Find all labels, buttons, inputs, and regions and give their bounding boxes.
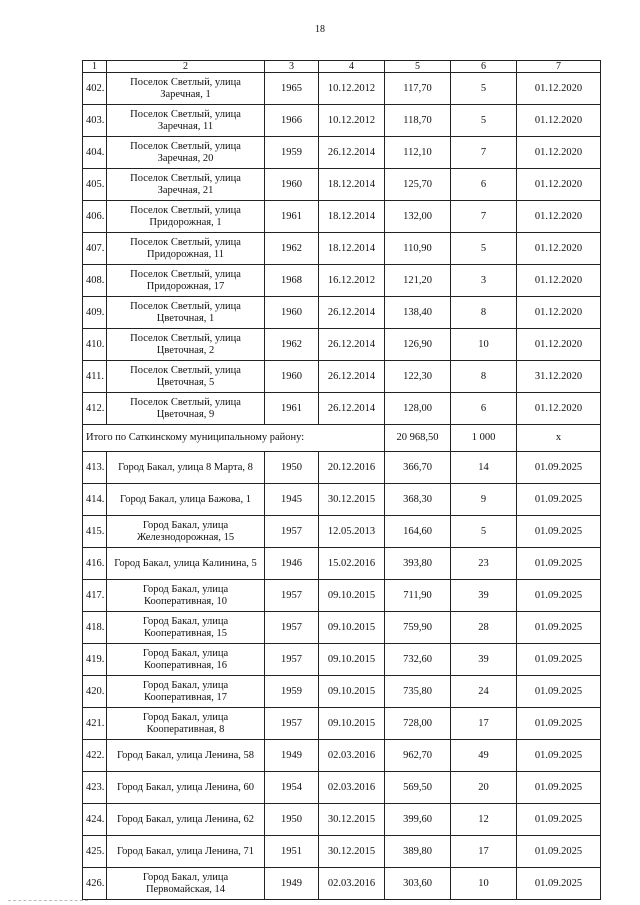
area-cell: 132,00: [385, 201, 451, 233]
table-row: [83, 804, 601, 836]
deadline-cell: 01.12.2020: [517, 137, 601, 169]
area-cell: 389,80: [385, 836, 451, 868]
scan-edge-mark: [8, 900, 88, 902]
table-row: [83, 580, 601, 612]
survey-date-cell: 26.12.2014: [319, 393, 385, 425]
housing-register-table: [82, 60, 601, 900]
area-cell: 735,80: [385, 676, 451, 708]
table-row: [83, 201, 601, 233]
page-number: 18: [315, 24, 325, 35]
area-cell: 393,80: [385, 548, 451, 580]
table-row: [83, 836, 601, 868]
survey-date-cell: 15.02.2016: [319, 548, 385, 580]
header-cell: 6: [451, 61, 517, 73]
row-number-cell: 403.: [83, 105, 107, 137]
survey-date-cell: 26.12.2014: [319, 329, 385, 361]
survey-date-cell: 20.12.2016: [319, 452, 385, 484]
build-year-cell: 1950: [265, 804, 319, 836]
area-cell: 117,70: [385, 73, 451, 105]
area-cell: 110,90: [385, 233, 451, 265]
residents-cell: 9: [451, 484, 517, 516]
area-cell: 962,70: [385, 740, 451, 772]
build-year-cell: 1945: [265, 484, 319, 516]
area-cell: 138,40: [385, 297, 451, 329]
table-row: [83, 452, 601, 484]
survey-date-cell: 09.10.2015: [319, 644, 385, 676]
table-row: [83, 105, 601, 137]
address-cell: Город Бакал, улица Бажова, 1: [107, 484, 265, 516]
build-year-cell: 1954: [265, 772, 319, 804]
row-number-cell: 407.: [83, 233, 107, 265]
build-year-cell: 1949: [265, 740, 319, 772]
deadline-cell: 01.12.2020: [517, 169, 601, 201]
build-year-cell: 1957: [265, 644, 319, 676]
header-cell: 3: [265, 61, 319, 73]
address-cell: Город Бакал, улица Кооперативная, 15: [107, 612, 265, 644]
address-cell: Поселок Светлый, улица Заречная, 1: [107, 73, 265, 105]
build-year-cell: 1959: [265, 137, 319, 169]
area-cell: 711,90: [385, 580, 451, 612]
residents-cell: 6: [451, 393, 517, 425]
area-cell: 122,30: [385, 361, 451, 393]
address-cell: Город Бакал, улица Ленина, 71: [107, 836, 265, 868]
survey-date-cell: 26.12.2014: [319, 137, 385, 169]
row-number-cell: 411.: [83, 361, 107, 393]
table-row: [83, 484, 601, 516]
deadline-cell: 01.12.2020: [517, 233, 601, 265]
table-row: [83, 548, 601, 580]
row-number-cell: 418.: [83, 612, 107, 644]
survey-date-cell: 10.12.2012: [319, 105, 385, 137]
deadline-cell: 01.12.2020: [517, 297, 601, 329]
build-year-cell: 1950: [265, 452, 319, 484]
survey-date-cell: 16.12.2012: [319, 265, 385, 297]
area-cell: 118,70: [385, 105, 451, 137]
address-cell: Поселок Светлый, улица Придорожная, 11: [107, 233, 265, 265]
address-cell: Город Бакал, улица Железнодорожная, 15: [107, 516, 265, 548]
address-cell: Город Бакал, улица Кооперативная, 16: [107, 644, 265, 676]
survey-date-cell: 12.05.2013: [319, 516, 385, 548]
row-number-cell: 415.: [83, 516, 107, 548]
header-cell: 5: [385, 61, 451, 73]
residents-cell: 5: [451, 233, 517, 265]
row-number-cell: 421.: [83, 708, 107, 740]
address-cell: Город Бакал, улица Кооперативная, 17: [107, 676, 265, 708]
residents-cell: 17: [451, 708, 517, 740]
table-row: [83, 169, 601, 201]
deadline-cell: 01.09.2025: [517, 868, 601, 900]
table-row: [83, 516, 601, 548]
build-year-cell: 1946: [265, 548, 319, 580]
row-number-cell: 419.: [83, 644, 107, 676]
address-cell: Город Бакал, улица 8 Марта, 8: [107, 452, 265, 484]
survey-date-cell: 02.03.2016: [319, 772, 385, 804]
row-number-cell: 426.: [83, 868, 107, 900]
area-cell: 303,60: [385, 868, 451, 900]
area-cell: 759,90: [385, 612, 451, 644]
area-cell: 125,70: [385, 169, 451, 201]
header-cell: 1: [83, 61, 107, 73]
address-cell: Поселок Светлый, улица Цветочная, 1: [107, 297, 265, 329]
area-cell: 366,70: [385, 452, 451, 484]
build-year-cell: 1957: [265, 516, 319, 548]
area-cell: 569,50: [385, 772, 451, 804]
deadline-cell: 01.09.2025: [517, 676, 601, 708]
build-year-cell: 1957: [265, 708, 319, 740]
row-number-cell: 417.: [83, 580, 107, 612]
residents-cell: 23: [451, 548, 517, 580]
row-number-cell: 408.: [83, 265, 107, 297]
build-year-cell: 1968: [265, 265, 319, 297]
area-cell: 732,60: [385, 644, 451, 676]
build-year-cell: 1951: [265, 836, 319, 868]
row-number-cell: 409.: [83, 297, 107, 329]
build-year-cell: 1960: [265, 169, 319, 201]
residents-cell: 12: [451, 804, 517, 836]
deadline-cell: 01.09.2025: [517, 644, 601, 676]
build-year-cell: 1957: [265, 580, 319, 612]
area-cell: 399,60: [385, 804, 451, 836]
address-cell: Город Бакал, улица Кооперативная, 10: [107, 580, 265, 612]
deadline-cell: 01.09.2025: [517, 548, 601, 580]
deadline-cell: 01.12.2020: [517, 105, 601, 137]
row-number-cell: 414.: [83, 484, 107, 516]
deadline-cell: 01.09.2025: [517, 708, 601, 740]
deadline-cell: 01.09.2025: [517, 836, 601, 868]
row-number-cell: 416.: [83, 548, 107, 580]
table-row: [83, 740, 601, 772]
table-row: [83, 644, 601, 676]
table-row: [83, 233, 601, 265]
area-cell: 164,60: [385, 516, 451, 548]
survey-date-cell: 02.03.2016: [319, 740, 385, 772]
header-cell: 4: [319, 61, 385, 73]
build-year-cell: 1962: [265, 329, 319, 361]
header-cell: 2: [107, 61, 265, 73]
survey-date-cell: 30.12.2015: [319, 836, 385, 868]
row-number-cell: 412.: [83, 393, 107, 425]
survey-date-cell: 09.10.2015: [319, 676, 385, 708]
survey-date-cell: 26.12.2014: [319, 297, 385, 329]
address-cell: Поселок Светлый, улица Заречная, 20: [107, 137, 265, 169]
address-cell: Город Бакал, улица Первомайская, 14: [107, 868, 265, 900]
total-count: 1 000: [451, 425, 517, 452]
column-number-header: [83, 61, 601, 73]
deadline-cell: 01.09.2025: [517, 740, 601, 772]
residents-cell: 14: [451, 452, 517, 484]
row-number-cell: 420.: [83, 676, 107, 708]
table-row: [83, 772, 601, 804]
address-cell: Поселок Светлый, улица Заречная, 11: [107, 105, 265, 137]
address-cell: Город Бакал, улица Кооперативная, 8: [107, 708, 265, 740]
survey-date-cell: 09.10.2015: [319, 612, 385, 644]
total-area: 20 968,50: [385, 425, 451, 452]
residents-cell: 7: [451, 201, 517, 233]
survey-date-cell: 18.12.2014: [319, 201, 385, 233]
survey-date-cell: 30.12.2015: [319, 484, 385, 516]
deadline-cell: 01.09.2025: [517, 452, 601, 484]
deadline-cell: 01.12.2020: [517, 265, 601, 297]
address-cell: Город Бакал, улица Калинина, 5: [107, 548, 265, 580]
build-year-cell: 1961: [265, 201, 319, 233]
deadline-cell: 01.12.2020: [517, 201, 601, 233]
survey-date-cell: 09.10.2015: [319, 580, 385, 612]
survey-date-cell: 18.12.2014: [319, 169, 385, 201]
row-number-cell: 424.: [83, 804, 107, 836]
residents-cell: 5: [451, 73, 517, 105]
area-cell: 121,20: [385, 265, 451, 297]
table-row: [83, 73, 601, 105]
survey-date-cell: 09.10.2015: [319, 708, 385, 740]
deadline-cell: 01.09.2025: [517, 484, 601, 516]
row-number-cell: 405.: [83, 169, 107, 201]
total-mark: х: [517, 425, 601, 452]
residents-cell: 8: [451, 297, 517, 329]
deadline-cell: 01.09.2025: [517, 772, 601, 804]
deadline-cell: 31.12.2020: [517, 361, 601, 393]
build-year-cell: 1960: [265, 297, 319, 329]
deadline-cell: 01.09.2025: [517, 580, 601, 612]
row-number-cell: 410.: [83, 329, 107, 361]
table-row: [83, 265, 601, 297]
table-row: [83, 393, 601, 425]
build-year-cell: 1962: [265, 233, 319, 265]
build-year-cell: 1966: [265, 105, 319, 137]
header-cell: 7: [517, 61, 601, 73]
table-row: [83, 361, 601, 393]
residents-cell: 3: [451, 265, 517, 297]
residents-cell: 7: [451, 137, 517, 169]
residents-cell: 17: [451, 836, 517, 868]
build-year-cell: 1961: [265, 393, 319, 425]
row-number-cell: 413.: [83, 452, 107, 484]
build-year-cell: 1959: [265, 676, 319, 708]
table-row: [83, 297, 601, 329]
area-cell: 368,30: [385, 484, 451, 516]
table-row: [83, 868, 601, 900]
area-cell: 112,10: [385, 137, 451, 169]
row-number-cell: 404.: [83, 137, 107, 169]
residents-cell: 5: [451, 105, 517, 137]
address-cell: Поселок Светлый, улица Цветочная, 9: [107, 393, 265, 425]
area-cell: 126,90: [385, 329, 451, 361]
residents-cell: 10: [451, 329, 517, 361]
table-row: [83, 612, 601, 644]
deadline-cell: 01.09.2025: [517, 516, 601, 548]
deadline-cell: 01.09.2025: [517, 612, 601, 644]
residents-cell: 8: [451, 361, 517, 393]
table-row: [83, 329, 601, 361]
address-cell: Поселок Светлый, улица Придорожная, 17: [107, 265, 265, 297]
build-year-cell: 1949: [265, 868, 319, 900]
row-number-cell: 422.: [83, 740, 107, 772]
residents-cell: 28: [451, 612, 517, 644]
table-row: [83, 676, 601, 708]
total-row: [83, 425, 601, 452]
build-year-cell: 1965: [265, 73, 319, 105]
row-number-cell: 423.: [83, 772, 107, 804]
address-cell: Город Бакал, улица Ленина, 62: [107, 804, 265, 836]
area-cell: 128,00: [385, 393, 451, 425]
residents-cell: 6: [451, 169, 517, 201]
deadline-cell: 01.12.2020: [517, 73, 601, 105]
survey-date-cell: 30.12.2015: [319, 804, 385, 836]
address-cell: Город Бакал, улица Ленина, 60: [107, 772, 265, 804]
row-number-cell: 425.: [83, 836, 107, 868]
residents-cell: 39: [451, 580, 517, 612]
deadline-cell: 01.12.2020: [517, 393, 601, 425]
address-cell: Поселок Светлый, улица Заречная, 21: [107, 169, 265, 201]
deadline-cell: 01.09.2025: [517, 804, 601, 836]
build-year-cell: 1960: [265, 361, 319, 393]
survey-date-cell: 02.03.2016: [319, 868, 385, 900]
table-row: [83, 137, 601, 169]
address-cell: Поселок Светлый, улица Цветочная, 2: [107, 329, 265, 361]
address-cell: Город Бакал, улица Ленина, 58: [107, 740, 265, 772]
residents-cell: 20: [451, 772, 517, 804]
survey-date-cell: 10.12.2012: [319, 73, 385, 105]
survey-date-cell: 26.12.2014: [319, 361, 385, 393]
total-label: Итого по Саткинскому муниципальному району:: [83, 425, 385, 452]
row-number-cell: 402.: [83, 73, 107, 105]
residents-cell: 5: [451, 516, 517, 548]
residents-cell: 24: [451, 676, 517, 708]
residents-cell: 49: [451, 740, 517, 772]
build-year-cell: 1957: [265, 612, 319, 644]
residents-cell: 10: [451, 868, 517, 900]
survey-date-cell: 18.12.2014: [319, 233, 385, 265]
address-cell: Поселок Светлый, улица Цветочная, 5: [107, 361, 265, 393]
residents-cell: 39: [451, 644, 517, 676]
area-cell: 728,00: [385, 708, 451, 740]
deadline-cell: 01.12.2020: [517, 329, 601, 361]
table-row: [83, 708, 601, 740]
row-number-cell: 406.: [83, 201, 107, 233]
address-cell: Поселок Светлый, улица Придорожная, 1: [107, 201, 265, 233]
